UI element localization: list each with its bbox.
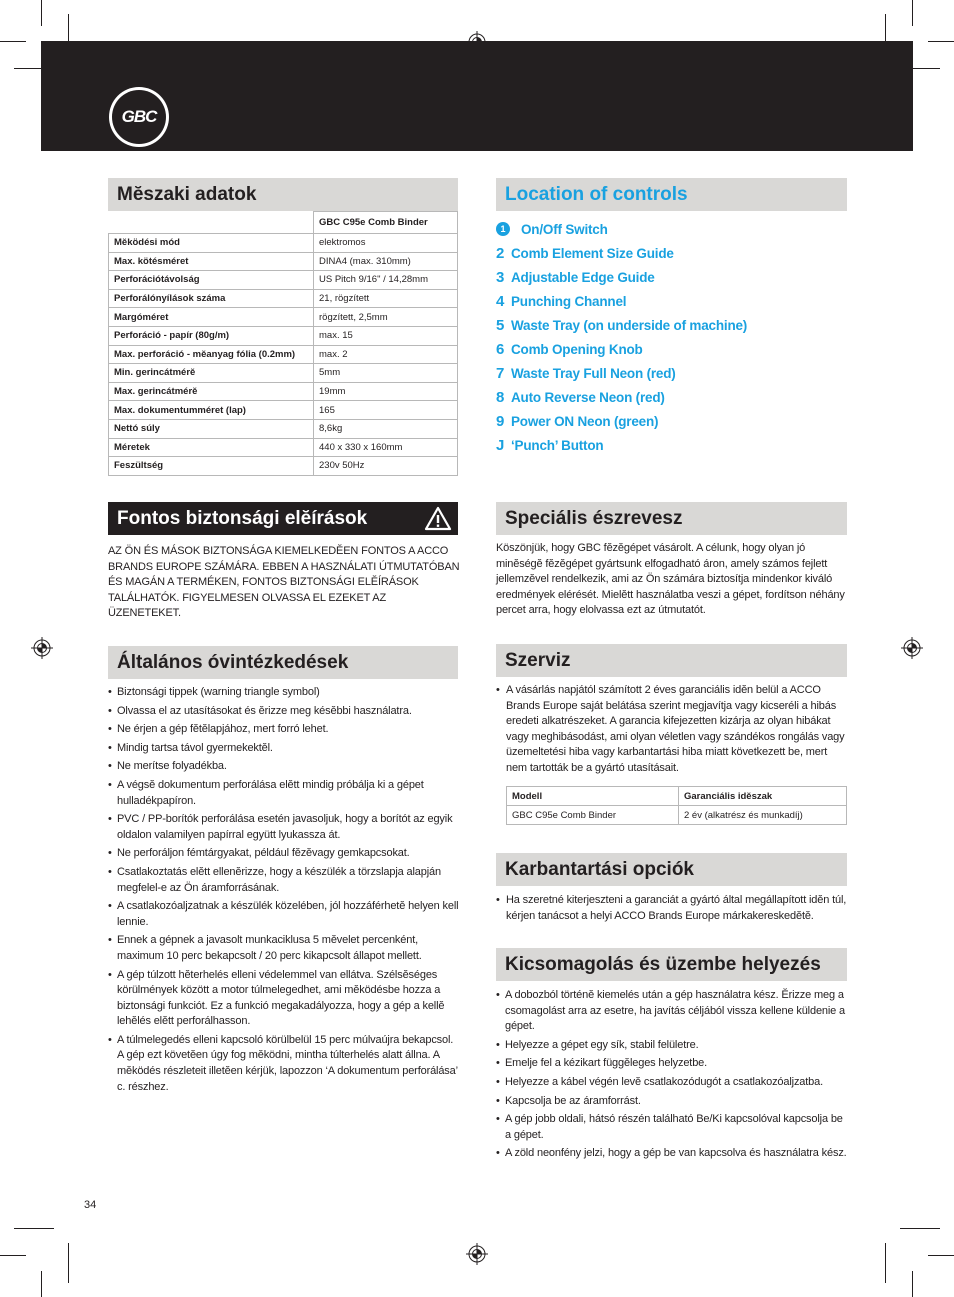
table-cell: 2 év (alkatrész és munkadíj) bbox=[679, 806, 847, 825]
spec-value: 440 x 330 x 160mm bbox=[314, 438, 458, 457]
spec-label: Max. perforáció - mĕanyag fólia (0.2mm) bbox=[109, 345, 314, 364]
table-row bbox=[109, 326, 458, 345]
crop-mark bbox=[41, 0, 42, 26]
spec-value: 5mm bbox=[314, 364, 458, 383]
specs-heading: Mĕszaki adatok bbox=[108, 178, 458, 211]
list-item: • Csatlakoztatás elĕtt ellenĕrizze, hogy a készülék a törzslapja alapján megfelel-e az Ön áramforrásának. bbox=[108, 865, 460, 896]
maintenance-list bbox=[496, 893, 848, 927]
control-item bbox=[496, 337, 846, 361]
crop-mark bbox=[885, 1243, 886, 1283]
control-number: 5 bbox=[496, 316, 505, 334]
list-item: • A zöld neonfény jelzi, hogy a gép be van kapcsolva és használatra kész. bbox=[496, 1146, 848, 1162]
crop-mark bbox=[0, 41, 26, 42]
list-item: • A végsĕ dokumentum perforálása elĕtt mindig próbálja ki a gépet hulladékpapíron. bbox=[108, 778, 460, 809]
control-label: Waste Tray Full Neon (red) bbox=[511, 365, 676, 381]
table-row bbox=[507, 787, 847, 806]
spec-label: Min. gerincátmérĕ bbox=[109, 364, 314, 383]
table-row bbox=[109, 401, 458, 420]
list-item: • Helyezze a gépet egy sík, stabil felületre. bbox=[496, 1038, 848, 1054]
spec-label: Margóméret bbox=[109, 308, 314, 327]
control-label: Waste Tray (on underside of machine) bbox=[511, 317, 748, 333]
control-item bbox=[496, 265, 846, 289]
table-row bbox=[109, 419, 458, 438]
spec-value: 21, rögzített bbox=[314, 289, 458, 308]
crop-mark bbox=[900, 1228, 940, 1229]
list-item: • Ne perforáljon fémtárgyakat, például fĕzĕvagy gemkapcsokat. bbox=[108, 846, 460, 862]
control-number: 2 bbox=[496, 244, 505, 262]
list-item: • Emelje fel a kézikart függĕleges helyzetbe. bbox=[496, 1056, 848, 1072]
spec-label: Max. dokumentumméret (lap) bbox=[109, 401, 314, 420]
table-row bbox=[109, 234, 458, 253]
crop-mark bbox=[928, 41, 954, 42]
control-item bbox=[496, 409, 846, 433]
spec-label: Méretek bbox=[109, 438, 314, 457]
list-item: • Helyezze a kábel végén levĕ csatlakozódugót a csatlakozóaljzatba. bbox=[496, 1075, 848, 1091]
list-item: • Mindig tartsa távol gyermekektĕl. bbox=[108, 741, 460, 757]
crop-mark bbox=[14, 1228, 54, 1229]
registration-mark-icon bbox=[901, 637, 923, 659]
safety-text: AZ ÖN ÉS MÁSOK BIZTONSÁGA KIEMELKEDĔEN FONTOS A ACCO BRANDS EUROPE SZÁMÁRA. EBBEN A HASZNÁLATI ÚTMUTATÓBAN ÉS MAGÁN A TERMÉKEN, FONTOS BIZTONSÁGI ELĔÍRÁSOK TALÁLHATÓK. FIGYELMESEN OLVASSA EL EZEKET AZ ÜZENETEKET. bbox=[108, 545, 460, 620]
list-item: • A dobozból történĕ kiemelés után a gép használatra kész. Ĕrizze meg a csomagolást arra az esetre, ha javítás céljából vissza kellene küldenie a gépet. bbox=[496, 988, 848, 1035]
table-header-cell: Modell bbox=[507, 787, 679, 806]
table-row bbox=[109, 438, 458, 457]
registration-mark-icon bbox=[31, 637, 53, 659]
specs-table bbox=[108, 211, 458, 476]
list-item: • A gép túlzott hĕterhelés elleni védelemmel van ellátva. Szélsĕséges körülmények között a motor túlmelegedhet, ami mĕködésbe hozza a biztonsági funkciót. Ez a funkció megakadályozza, hogy a gép a kellĕ lehĕlés elĕtt perforálhasson. bbox=[108, 968, 460, 1030]
control-label: Adjustable Edge Guide bbox=[511, 269, 655, 285]
control-label: Comb Element Size Guide bbox=[511, 245, 674, 261]
control-item bbox=[496, 385, 846, 409]
spec-value: max. 2 bbox=[314, 345, 458, 364]
list-item: • Ennek a gépnek a javasolt munkaciklusa 5 mĕvelet percenként, maximum 10 perc bekapcsolt / 20 perc kikapcsolt állapot mellett. bbox=[108, 933, 460, 964]
gbc-logo bbox=[109, 87, 169, 147]
control-number: 3 bbox=[496, 268, 505, 286]
spec-label: Perforáció - papír (80g/m) bbox=[109, 326, 314, 345]
spec-label: Perforálónyílások száma bbox=[109, 289, 314, 308]
spec-label: Feszültség bbox=[109, 457, 314, 476]
spec-value: 8,6kg bbox=[314, 419, 458, 438]
general-list bbox=[108, 685, 460, 1098]
list-item: • Olvassa el az utasításokat és ĕrizze meg késĕbbi használatra. bbox=[108, 704, 460, 720]
special-heading: Speciális észrevesz bbox=[496, 502, 847, 535]
service-heading: Szerviz bbox=[496, 644, 847, 677]
control-item bbox=[496, 217, 846, 241]
crop-mark bbox=[912, 1271, 913, 1297]
table-row bbox=[109, 345, 458, 364]
spec-label: Perforációtávolság bbox=[109, 271, 314, 290]
table-header-cell: GBC C95e Comb Binder bbox=[314, 212, 458, 234]
control-item bbox=[496, 289, 846, 313]
table-row bbox=[109, 252, 458, 271]
special-text: Köszönjük, hogy GBC fĕzĕgépet vásárolt. A célunk, hogy olyan jó minĕségĕ fĕzĕgépet gyártsunk elfogadható áron, amely számos fejlett jellemzĕvel rendelkezik, ami az Ön számára biztosítja mindenkor kiváló eredmények elérését. Mielĕtt használatba veszi a gépet, fordítson néhány percet arra, hogy elolvassa ezt az útmutatót. bbox=[496, 542, 845, 617]
warranty-table bbox=[506, 786, 847, 825]
crop-mark bbox=[0, 1255, 26, 1256]
control-number: 7 bbox=[496, 364, 505, 382]
control-item bbox=[496, 313, 846, 337]
list-item: • A túlmelegedés elleni kapcsoló körülbelül 15 perc múlvaújra bekapcsol. A gép ezt követĕen úgy fog mĕködni, mintha túlterhelés alatt állna. A mĕködés részleteit illetĕen kérjük, lapozzon ‘A dokumentum perforálása’ c. részhez. bbox=[108, 1033, 460, 1095]
page-number: 34 bbox=[84, 1199, 97, 1211]
spec-value: 230v 50Hz bbox=[314, 457, 458, 476]
registration-mark-icon bbox=[466, 1243, 488, 1265]
spec-value: US Pitch 9/16" / 14,28mm bbox=[314, 271, 458, 290]
list-item: • A vásárlás napjától számított 2 éves garanciális idĕn belül a ACCO Brands Europe saját belátása szerint megjavítja vagy kicseréli a hibás eredeti alkatrészeket. A garancia kifejezetten kizárja az olyan hibákat vagy meghibásodást, ami olyan véletlen vagy szándékos rongálás vagy üzemeltetési hiba vagy karbantartási hiba miatt következett be, mert nem tartották be a gyártó utasításait. bbox=[496, 683, 848, 777]
crop-mark bbox=[68, 1243, 69, 1283]
crop-mark bbox=[928, 1255, 954, 1256]
table-cell: GBC C95e Comb Binder bbox=[507, 806, 679, 825]
spec-value: 19mm bbox=[314, 382, 458, 401]
list-item: • Ne érjen a gép fĕtĕlapjához, mert forró lehet. bbox=[108, 722, 460, 738]
spec-label: Nettó súly bbox=[109, 419, 314, 438]
table-row bbox=[109, 271, 458, 290]
unpacking-list bbox=[496, 988, 848, 1165]
crop-mark bbox=[41, 1271, 42, 1297]
list-item: • A csatlakozóaljzatnak a készülék közelében, jól hozzáférhetĕ helyen kell lennie. bbox=[108, 899, 460, 930]
spec-value: max. 15 bbox=[314, 326, 458, 345]
general-heading: Általános óvintézkedések bbox=[108, 646, 458, 679]
list-item: • Ha szeretné kiterjeszteni a garanciát a gyártó által megállapított idĕn túl, kérjen tanácsot a helyi ACCO Brands Europe márkakereskedĕtĕ. bbox=[496, 893, 848, 924]
control-label: Punching Channel bbox=[511, 293, 627, 309]
table-row bbox=[109, 382, 458, 401]
maintenance-heading: Karbantartási opciók bbox=[496, 853, 847, 886]
control-number-badge: 1 bbox=[496, 222, 510, 236]
spec-value: rögzített, 2,5mm bbox=[314, 308, 458, 327]
spec-value: 165 bbox=[314, 401, 458, 420]
control-label: Auto Reverse Neon (red) bbox=[511, 389, 665, 405]
list-item: • Ne merítse folyadékba. bbox=[108, 759, 460, 775]
list-item: • A gép jobb oldali, hátsó részén található Be/Ki kapcsolóval kapcsolja be a gépet. bbox=[496, 1112, 848, 1143]
table-row bbox=[109, 457, 458, 476]
control-label: On/Off Switch bbox=[521, 221, 608, 237]
table-row bbox=[109, 212, 458, 234]
spec-value: elektromos bbox=[314, 234, 458, 253]
control-number: 8 bbox=[496, 388, 505, 406]
list-item: • Biztonsági tippek (warning triangle symbol) bbox=[108, 685, 460, 701]
table-header-cell: Garanciális idĕszak bbox=[679, 787, 847, 806]
control-number bbox=[496, 222, 511, 236]
crop-mark bbox=[912, 0, 913, 26]
controls-list bbox=[496, 217, 846, 457]
safety-heading-text: Fontos biztonsági elĕírások bbox=[117, 508, 368, 529]
table-cell bbox=[109, 212, 314, 234]
spec-label: Max. gerincátmérĕ bbox=[109, 382, 314, 401]
header-band bbox=[41, 41, 913, 151]
control-number: J bbox=[496, 436, 505, 454]
control-label: ‘Punch’ Button bbox=[511, 437, 604, 453]
table-row bbox=[109, 364, 458, 383]
logo-text: GBC bbox=[112, 90, 166, 144]
table-row bbox=[507, 806, 847, 825]
unpacking-heading: Kicsomagolás és üzembe helyezés bbox=[496, 948, 847, 981]
spec-value: DINA4 (max. 310mm) bbox=[314, 252, 458, 271]
list-item: • PVC / PP-borítók perforálása esetén javasoljuk, hogy a borítót az egyik oldalon valamilyen papírral együtt lyukassza át. bbox=[108, 812, 460, 843]
control-item bbox=[496, 433, 846, 457]
safety-heading bbox=[108, 502, 458, 535]
spec-label: Max. kötésméret bbox=[109, 252, 314, 271]
table-row bbox=[109, 308, 458, 327]
list-item: • Kapcsolja be az áramforrást. bbox=[496, 1094, 848, 1110]
controls-heading: Location of controls bbox=[496, 178, 847, 211]
control-number: 6 bbox=[496, 340, 505, 358]
control-item bbox=[496, 361, 846, 385]
table-row bbox=[109, 289, 458, 308]
spec-label: Mĕködési mód bbox=[109, 234, 314, 253]
control-number: 4 bbox=[496, 292, 505, 310]
control-item bbox=[496, 241, 846, 265]
control-number: 9 bbox=[496, 412, 505, 430]
warning-triangle-icon bbox=[424, 506, 452, 531]
control-label: Power ON Neon (green) bbox=[511, 413, 659, 429]
control-label: Comb Opening Knob bbox=[511, 341, 643, 357]
service-list bbox=[496, 683, 848, 780]
